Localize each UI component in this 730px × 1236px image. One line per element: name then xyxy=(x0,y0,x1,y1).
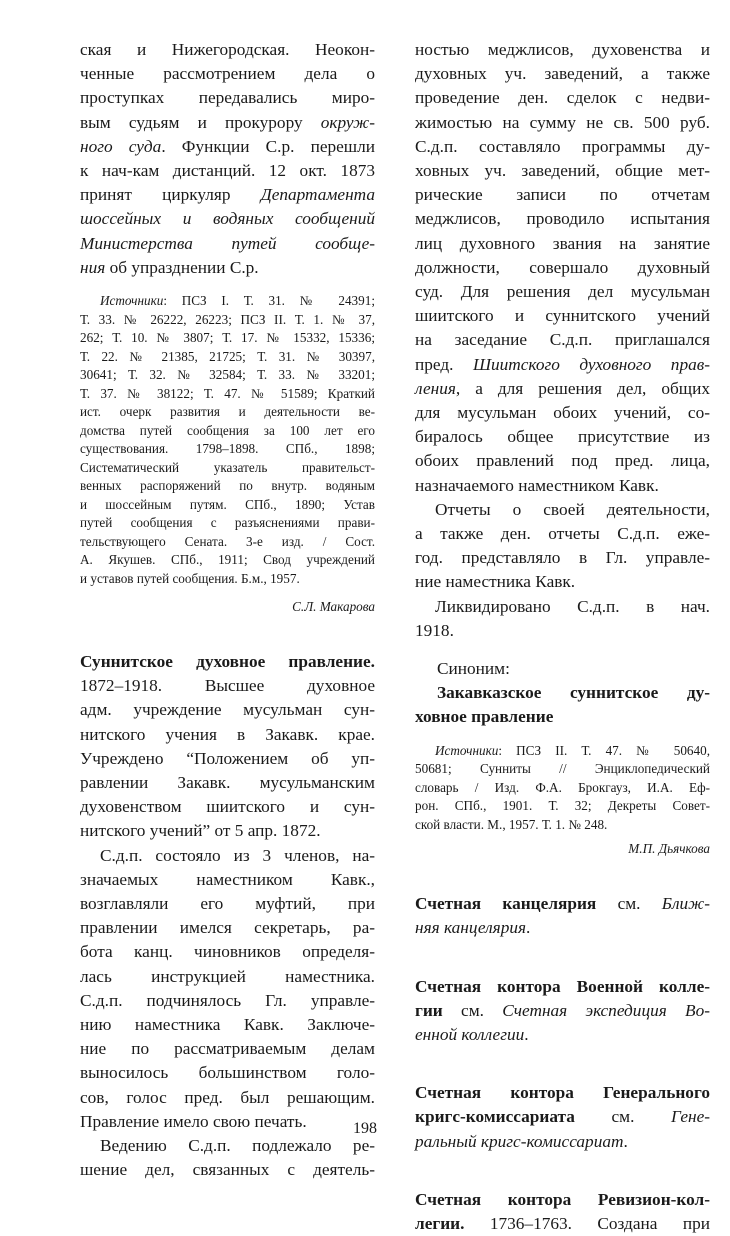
text-line xyxy=(80,232,375,256)
continued-entry-text xyxy=(415,38,710,643)
source-line: домства путей сообщения за 100 лет его xyxy=(80,422,375,438)
text-line: ние по рассматриваемым делам xyxy=(80,1039,375,1059)
source-line: Источники: ПСЗ I. Т. 31. № 24391; xyxy=(100,293,375,309)
text-line: ховных уч. заведений, общие мет- xyxy=(415,161,710,181)
cross-reference: Ближ- xyxy=(661,894,710,914)
text-line: С.д.п. составляло программы ду- xyxy=(415,136,710,156)
source-line: ист. очерк развития и деятельности ве- xyxy=(80,404,375,420)
text-line: ние наместника Кавк. xyxy=(415,572,576,592)
source-line: Т. 37. № 38122; Т. 47. № 51589; Краткий xyxy=(80,385,375,401)
text-line: легии. 1736–1763. Создана при xyxy=(415,1214,710,1234)
text-line: должности, совершало духовный xyxy=(415,257,710,277)
synonym-title: Закавказское суннитское ду- ховное правление xyxy=(415,683,710,727)
synonym-label: Синоним: xyxy=(437,659,510,679)
cross-reference: Министерства путей сообще- xyxy=(80,233,375,253)
text-line: к нач-кам дистанций. 12 окт. 1873 xyxy=(80,161,375,181)
text-line: выносилось большинством голо- xyxy=(80,1063,375,1083)
sources-block xyxy=(80,292,375,588)
text-line: С.д.п. состояло из 3 членов, на- xyxy=(100,845,375,865)
text-line xyxy=(80,207,375,231)
entry-military-collegium-office xyxy=(415,975,710,1048)
cross-reference: ральный кригс-комиссариат xyxy=(415,1131,624,1151)
source-line: венных распоряжений по внутр. водяным xyxy=(80,478,375,494)
entry-title: Счетная канцелярия xyxy=(415,894,597,914)
source-line: Источники: ПСЗ II. Т. 47. № 50640, xyxy=(435,742,710,758)
cross-reference: окруж- xyxy=(320,112,375,132)
right-column xyxy=(415,38,710,1236)
text-line: лась инструкцией наместника. xyxy=(80,966,375,986)
text-line: биралось общее присутствие из xyxy=(415,427,710,447)
text-line: пред. Шиитского духовного прав- xyxy=(415,354,710,374)
entry-title: Счетная контора Ревизион-кол- xyxy=(415,1189,710,1209)
source-line: Т. 22. № 21385, 21725; Т. 31. № 30397, xyxy=(80,348,375,364)
text-line: принят циркуляр Департамента xyxy=(80,185,375,205)
text-line: 1918. xyxy=(415,620,454,640)
text-line: лиц духовного звания на занятие xyxy=(415,233,710,253)
entry-title: кригс-комиссариата xyxy=(415,1107,575,1127)
text-line: Отчеты о своей деятельности, xyxy=(435,499,710,519)
text-line: проведение ден. сделок с недви- xyxy=(415,88,710,108)
text-line: нитского учений” от 5 апр. 1872. xyxy=(80,821,321,841)
entry-title: Суннитское духовное правление. xyxy=(80,652,375,672)
entry-general-kriegs-commissariat-office xyxy=(415,1081,710,1154)
text-line: ния об упразднении С.р. xyxy=(80,257,259,277)
text-line: няя канцелярия. xyxy=(415,918,531,938)
source-line: рон. СПб., 1901. Т. 32; Декреты Совет- xyxy=(415,798,710,814)
text-line: Ведению С.д.п. подлежало ре- xyxy=(100,1136,375,1156)
source-line: ской власти. М., 1957. Т. 1. № 248. xyxy=(415,816,608,832)
text-line xyxy=(415,1188,710,1212)
page-number: 198 xyxy=(353,1120,377,1137)
text-line: обоих правлений под пред. лица, xyxy=(415,451,710,471)
text-line: а также ден. отчеты С.д.п. еже- xyxy=(415,524,710,544)
source-line: 50681; Сунниты // Энциклопедический xyxy=(415,761,710,777)
text-line xyxy=(415,975,710,999)
cross-reference: няя канцелярия xyxy=(415,918,527,938)
text-line: для мусульман обоих учений, со- xyxy=(415,403,710,423)
cross-reference: шоссейных и водяных сообщений xyxy=(80,209,375,229)
text-line: енной коллегии. xyxy=(415,1025,529,1044)
source-line: существования. 1798–1898. СПб., 1898; xyxy=(80,441,375,457)
source-line: Т. 33. № 26222, 26223; ПСЗ II. Т. 1. № 37, xyxy=(80,311,375,327)
text-line: правлении имелся секретарь, ра- xyxy=(80,918,375,938)
text-line: ская и Нижегородская. Неокон- xyxy=(80,40,375,59)
text-line: возглавляли его муфтий, при xyxy=(80,894,375,914)
entry-title: легии. xyxy=(415,1214,465,1234)
text-line: ральный кригс-комиссариат. xyxy=(415,1131,628,1151)
text-line: Правление имело свою печать. xyxy=(80,1111,307,1131)
text-line: жимостью на сумму не св. 500 руб. xyxy=(415,112,710,132)
text-line: духовенством шиитского и сун- xyxy=(80,797,375,817)
text-line: равлении Закавк. мусульманским xyxy=(80,773,375,793)
text-line: ченные рассмотрением дела о xyxy=(80,64,375,84)
source-line: и шоссейным путям. СПб., 1890; Устав xyxy=(80,496,375,512)
text-line: суд. Для решения дел мусульман xyxy=(415,282,710,302)
text-line: бота канц. чиновников определя- xyxy=(80,942,375,962)
entry-title: гии xyxy=(415,1000,443,1020)
text-line: на заседание С.д.п. приглашался xyxy=(415,330,710,350)
sources-block xyxy=(415,742,710,835)
source-line: 30641; Т. 32. № 32584; Т. 33. № 33201; xyxy=(80,367,375,383)
text-line: кригс-комиссариата см. Гене- xyxy=(415,1107,710,1127)
entry-title: Счетная контора Генерального xyxy=(415,1083,710,1103)
cross-reference: Департамента xyxy=(260,185,375,205)
cross-reference: Шиитского духовного прав- xyxy=(472,354,710,374)
text-line: ного суда. Функции С.р. перешли xyxy=(80,136,375,156)
text-line: сов, голос пред. был решающим. xyxy=(80,1087,375,1107)
sources-label: Источники xyxy=(435,742,499,758)
author-signature: М.П. Дьячкова xyxy=(628,841,710,857)
entry-accounting-chancellery xyxy=(415,892,710,940)
text-line: гии см. Счетная экспедиция Во- xyxy=(415,1000,710,1020)
entry-revision-collegium-office xyxy=(415,1188,710,1236)
cross-reference: Гене- xyxy=(671,1107,710,1127)
text-line: год. представляло в Гл. управле- xyxy=(415,548,710,568)
text-line: нию наместника Кавк. Заключе- xyxy=(80,1015,375,1035)
text-line: назначаемого наместником Кавк. xyxy=(415,475,659,495)
source-line: путей сообщения с разъяснениями прави- xyxy=(80,515,375,531)
text-line: Учреждено “Положением об уп- xyxy=(80,748,375,768)
text-line: шиитского и суннитского учений xyxy=(415,306,710,326)
text-line: адм. учреждение мусульман сун- xyxy=(80,700,375,720)
text-line: значаемых наместником Кавк., xyxy=(80,869,375,889)
cross-reference: ного суда xyxy=(80,136,162,156)
text-line: меджлисов, проводило испытания xyxy=(415,209,710,229)
cross-reference: Счетная экспедиция Во- xyxy=(502,1000,710,1020)
cross-reference: ления xyxy=(415,378,456,398)
text-line: шение дел, связанных с деятель- xyxy=(80,1160,375,1180)
text-line: ления, а для решения дел, общих xyxy=(415,378,710,398)
text-line: вым судьям и прокурору окруж- xyxy=(80,112,375,132)
text-line: нитского учения в Закавк. крае. xyxy=(80,724,375,744)
entry-title: Счетная контора Военной колле- xyxy=(415,976,710,996)
source-line: А. Якушев. СПб., 1911; Свод учреждений xyxy=(80,552,375,568)
cross-reference: ния xyxy=(80,257,106,277)
text-line xyxy=(415,1081,710,1105)
cross-reference: енной коллегии xyxy=(415,1025,525,1044)
text-line: 1872–1918. Высшее духовное xyxy=(80,676,375,696)
text-line: проступках передавались миро- xyxy=(80,88,375,108)
entry-sunni-board xyxy=(80,650,375,1182)
text-line: духовных уч. заведений, а также xyxy=(415,64,710,84)
text-line: Ликвидировано С.д.п. в нач. xyxy=(435,596,710,616)
source-line: словарь / Изд. Ф.А. Брокгауз, И.А. Еф- xyxy=(415,779,710,795)
text-line: рические записи по отчетам xyxy=(415,185,710,205)
text-line: Счетная канцелярия см. Ближ- xyxy=(415,894,710,914)
text-line: ностью меджлисов, духовенства и xyxy=(415,40,710,59)
source-line: Систематический указатель правительст- xyxy=(80,459,375,475)
source-line: и уставов путей сообщения. Б.м., 1957. xyxy=(80,570,300,586)
source-line: 262; Т. 10. № 3807; Т. 17. № 15332, 15336; xyxy=(80,330,375,346)
source-line: тельствующего Сената. 3-е изд. / Сост. xyxy=(80,533,375,549)
continued-text xyxy=(80,38,375,280)
text-line: С.д.п. подчинялось Гл. управле- xyxy=(80,990,375,1010)
author-signature: С.Л. Макарова xyxy=(292,599,375,615)
left-column xyxy=(80,38,375,1183)
sources-label: Источники xyxy=(100,293,164,309)
